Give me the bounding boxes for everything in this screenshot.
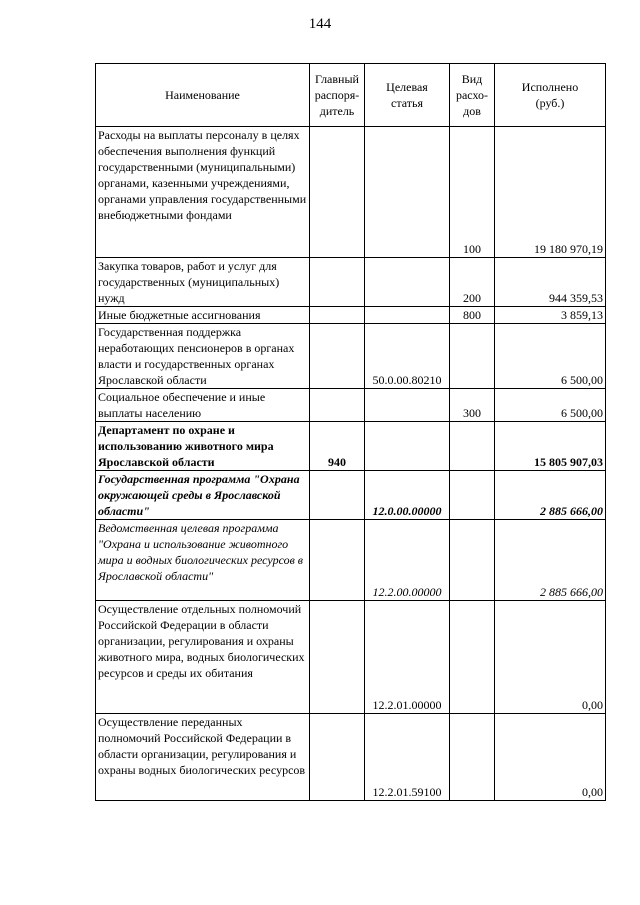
row-target: 12.2.01.59100 — [365, 714, 450, 801]
row-name: Ведомственная целевая программа "Охрана и использование животного мира и водных биологических ресурсов в Ярославской области" — [96, 520, 310, 601]
table-row — [96, 324, 606, 389]
table-row — [96, 307, 606, 324]
row-target: 12.0.00.00000 — [365, 471, 450, 520]
row-type — [450, 471, 495, 520]
header-expense-type: Вид расхо- дов — [450, 64, 495, 127]
row-manager — [310, 601, 365, 714]
row-manager — [310, 307, 365, 324]
row-manager — [310, 324, 365, 389]
row-amount: 3 859,13 — [495, 307, 606, 324]
row-amount: 0,00 — [495, 601, 606, 714]
row-type: 100 — [450, 127, 495, 258]
table-row — [96, 258, 606, 307]
row-manager — [310, 258, 365, 307]
row-target — [365, 258, 450, 307]
header-name: Наименование — [96, 64, 310, 127]
table-row — [96, 520, 606, 601]
row-amount: 2 885 666,00 — [495, 471, 606, 520]
row-amount: 6 500,00 — [495, 389, 606, 422]
table-row — [96, 601, 606, 714]
table-row — [96, 422, 606, 471]
row-amount: 944 359,53 — [495, 258, 606, 307]
row-name: Осуществление переданных полномочий Российской Федерации в области организации, регулирования и охраны водных биологических ресурсов — [96, 714, 310, 801]
row-name: Государственная поддержка неработающих пенсионеров в органах власти и государственных органах Ярославской области — [96, 324, 310, 389]
row-amount: 15 805 907,03 — [495, 422, 606, 471]
row-manager — [310, 471, 365, 520]
row-type — [450, 520, 495, 601]
row-type — [450, 601, 495, 714]
row-target: 12.2.00.00000 — [365, 520, 450, 601]
row-amount: 2 885 666,00 — [495, 520, 606, 601]
header-target-item: Целевая статья — [365, 64, 450, 127]
header-chief-manager: Главный распоря- дитель — [310, 64, 365, 127]
row-name: Социальное обеспечение и иные выплаты населению — [96, 389, 310, 422]
table-row — [96, 714, 606, 801]
row-target: 12.2.01.00000 — [365, 601, 450, 714]
header-executed: Исполнено (руб.) — [495, 64, 606, 127]
row-manager — [310, 127, 365, 258]
row-name: Осуществление отдельных полномочий Российской Федерации в области организации, регулирования и охраны животного мира, водных биологических ресурсов и среды их обитания — [96, 601, 310, 714]
row-target — [365, 307, 450, 324]
table-row — [96, 127, 606, 258]
row-name: Расходы на выплаты персоналу в целях обеспечения выполнения функций государственными (муниципальными) органами, казенными учреждениями, органами управления государственными внебюджетными фондами — [96, 127, 310, 258]
row-manager: 940 — [310, 422, 365, 471]
row-type — [450, 422, 495, 471]
table-row — [96, 389, 606, 422]
row-target — [365, 389, 450, 422]
row-type — [450, 324, 495, 389]
row-type: 800 — [450, 307, 495, 324]
budget-execution-table — [95, 63, 606, 801]
row-target: 50.0.00.80210 — [365, 324, 450, 389]
row-type: 200 — [450, 258, 495, 307]
table-row — [96, 471, 606, 520]
row-type: 300 — [450, 389, 495, 422]
row-name: Закупка товаров, работ и услуг для государственных (муниципальных) нужд — [96, 258, 310, 307]
row-target — [365, 422, 450, 471]
row-type — [450, 714, 495, 801]
row-manager — [310, 389, 365, 422]
row-amount: 6 500,00 — [495, 324, 606, 389]
row-name: Иные бюджетные ассигнования — [96, 307, 310, 324]
row-amount: 0,00 — [495, 714, 606, 801]
row-target — [365, 127, 450, 258]
row-manager — [310, 714, 365, 801]
row-manager — [310, 520, 365, 601]
row-amount: 19 180 970,19 — [495, 127, 606, 258]
row-name: Государственная программа "Охрана окружающей среды в Ярославской области" — [96, 471, 310, 520]
page-number: 144 — [308, 16, 332, 32]
table-header-row — [96, 64, 606, 127]
row-name: Департамент по охране и использованию животного мира Ярославской области — [96, 422, 310, 471]
